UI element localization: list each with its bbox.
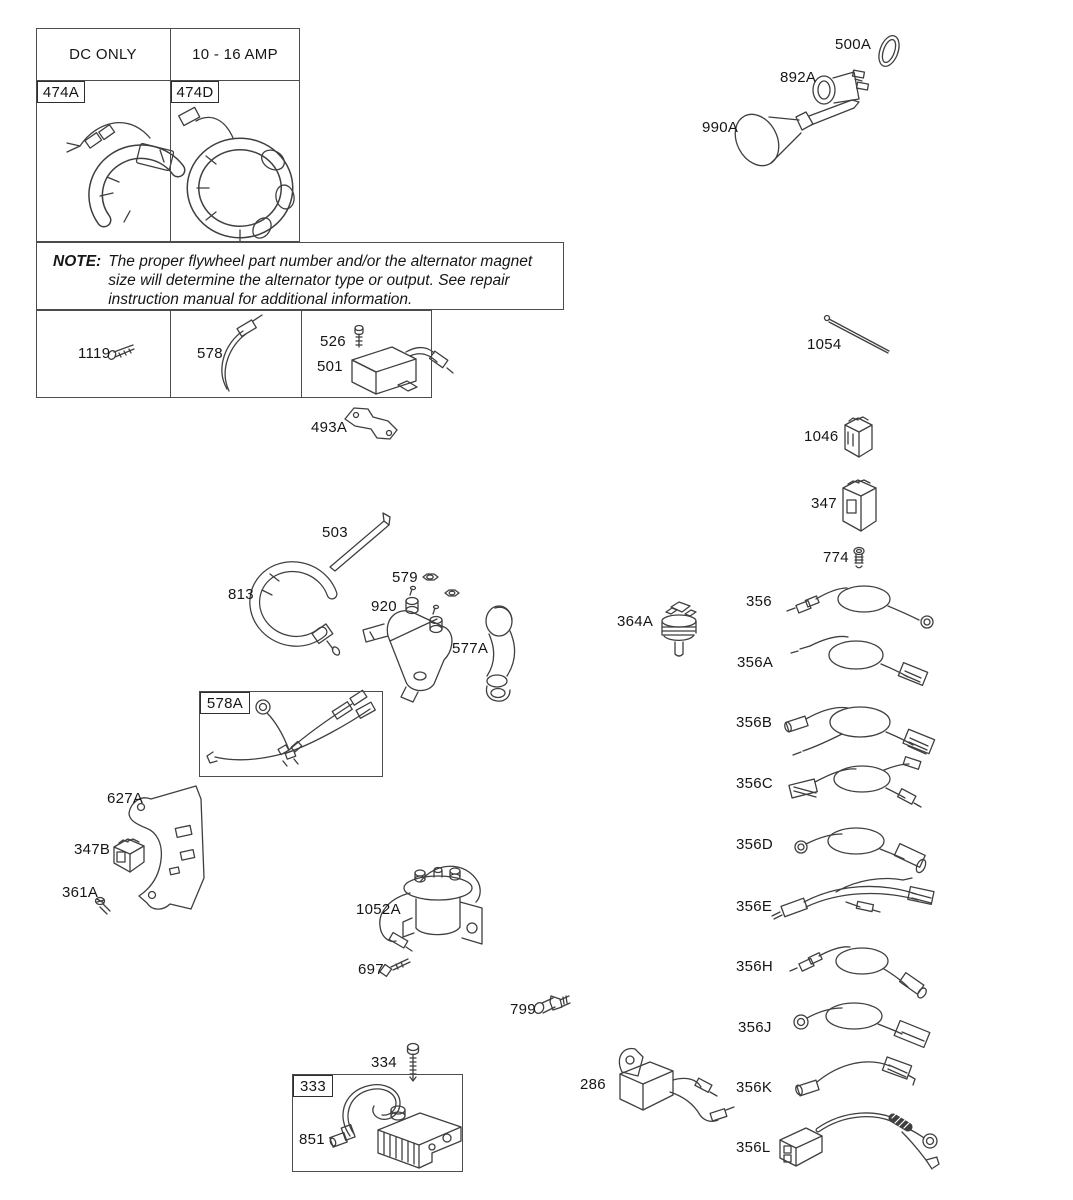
part-label-851: 851 [299, 1131, 325, 1148]
table-header-10-16-amp: 10 - 16 AMP [192, 46, 278, 63]
switch-1046-art [845, 417, 872, 457]
part-label-526: 526 [320, 333, 346, 350]
harness-356L-art [780, 1114, 939, 1169]
parts-row-divider-2 [301, 310, 302, 398]
part-label-356D: 356D [736, 836, 774, 853]
nuts-579-art [423, 574, 459, 596]
key-990A-art [727, 100, 859, 173]
part-label-1046: 1046 [804, 428, 839, 445]
part-label-356E: 356E [736, 898, 773, 915]
harness-356B-art [784, 707, 935, 755]
part-label-1052A: 1052A [356, 901, 401, 918]
part-label-892A: 892A [780, 69, 817, 86]
switch-347-art [843, 480, 876, 531]
key-switch-892A-art [813, 70, 868, 104]
part-label-347B: 347B [74, 841, 111, 858]
part-label-920: 920 [371, 598, 397, 615]
harness-356D-art [795, 828, 928, 874]
harness-356-art [787, 586, 933, 628]
harness-356E-art [772, 878, 934, 919]
fitting-799-art [533, 996, 570, 1015]
part-label-501: 501 [317, 358, 343, 375]
part-label-356B: 356B [736, 714, 773, 731]
tube-577A-art [486, 606, 515, 701]
part-label-334: 334 [371, 1054, 397, 1071]
screw-774-art [854, 548, 864, 568]
screw-697-art [380, 959, 410, 976]
strip-503-art [330, 513, 390, 571]
part-label-1119: 1119 [78, 345, 111, 362]
harness-356H-art [790, 947, 928, 1000]
part-label-356C: 356C [736, 775, 774, 792]
note-label: NOTE: [53, 253, 102, 270]
part-label-356A: 356A [737, 654, 774, 671]
part-label-286: 286 [580, 1076, 606, 1093]
part-label-503: 503 [322, 524, 348, 541]
harness-356A-art [791, 636, 928, 685]
parts-row-divider-1 [170, 310, 171, 398]
part-label-493A: 493A [311, 419, 348, 436]
part-label-627A: 627A [107, 790, 144, 807]
part-label-578A: 578A [200, 692, 250, 714]
part-label-1054: 1054 [807, 336, 842, 353]
part-label-500A: 500A [835, 36, 872, 53]
part-label-697: 697 [358, 961, 384, 978]
part-label-356J: 356J [738, 1019, 772, 1036]
clamp-813-art [255, 567, 341, 657]
oring-500A-art [875, 33, 903, 69]
harness-356C-art [789, 757, 921, 807]
plug-364A-art [662, 602, 696, 656]
part-label-799: 799 [510, 1001, 536, 1018]
part-label-356: 356 [746, 593, 772, 610]
part-label-474A: 474A [37, 81, 85, 103]
note-box [36, 242, 564, 310]
part-label-578: 578 [197, 345, 223, 362]
part-label-474D: 474D [171, 81, 219, 103]
strap-493A-art [345, 408, 397, 439]
part-label-364A: 364A [617, 613, 654, 630]
part-label-356H: 356H [736, 958, 774, 975]
part-label-356K: 356K [736, 1079, 773, 1096]
part-label-347: 347 [811, 495, 837, 512]
harness-356J-art [794, 1003, 930, 1047]
part-label-333: 333 [293, 1075, 333, 1097]
part-label-774: 774 [823, 549, 849, 566]
part-label-813: 813 [228, 586, 254, 603]
harness-356K-art [795, 1057, 915, 1096]
note-text: The proper flywheel part number and/or the alternator magnet size will determine the alternator type or output. See repair instruction manual for additional information. [108, 253, 533, 308]
table-header-dc-only: DC ONLY [69, 46, 137, 63]
part-label-577A: 577A [452, 640, 489, 657]
part-label-579: 579 [392, 569, 418, 586]
part-label-990A: 990A [702, 119, 739, 136]
diode-286-art [619, 1049, 734, 1122]
switch-347B-art [114, 839, 144, 872]
part-label-361A: 361A [62, 884, 99, 901]
part-label-356L: 356L [736, 1139, 771, 1156]
